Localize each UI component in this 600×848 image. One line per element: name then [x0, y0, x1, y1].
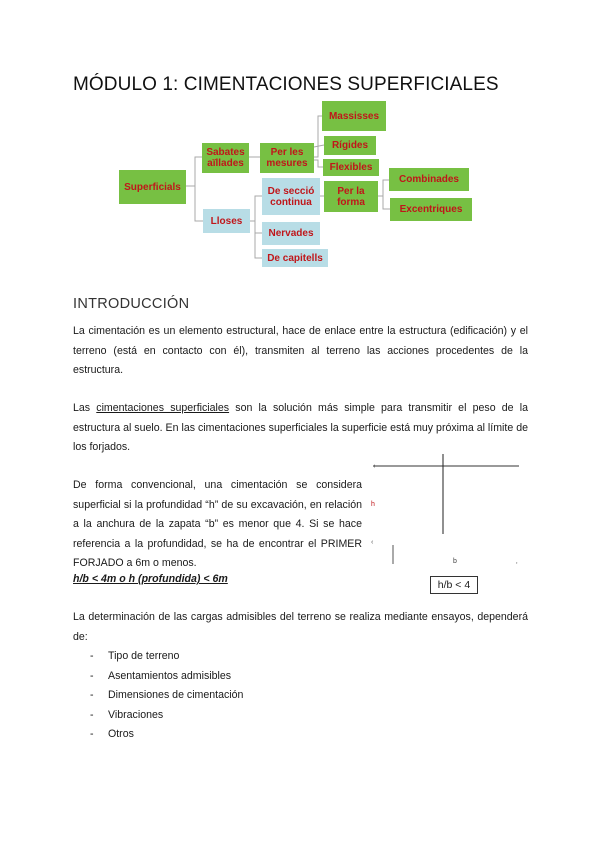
- list-item: - Tipo de terreno: [90, 650, 180, 662]
- list-item: - Dimensiones de cimentación: [90, 689, 244, 701]
- formula: h/b < 4m o h (profundida) < 6m: [73, 573, 228, 585]
- page-title: MÓDULO 1: CIMENTACIONES SUPERFICIALES: [73, 74, 499, 95]
- classification-diagram: [0, 0, 600, 290]
- connector-mesures-flexibles: [314, 160, 323, 167]
- figure-mark-left: ‹: [373, 463, 376, 470]
- connector-lloses-capitells: [250, 221, 262, 258]
- list-item: - Otros: [90, 728, 134, 740]
- node-sabates-aillades: Sabates aïllades: [202, 143, 249, 173]
- factors-list: [73, 647, 243, 745]
- connector-lloses-continua: [250, 196, 262, 221]
- node-massisses: Massisses: [322, 101, 386, 131]
- node-de-capitells: De capitells: [262, 249, 328, 267]
- paragraph-criterion: De forma convencional, una cimentación se considera superficial si la profundidad “h” de su excavación, en relación a la anchura de la zapata “b” es menor que 4. Si se hace referencia a la profundidad, se ha de encontrar el PRIMER FORJADO a 6m o menos.: [73, 479, 362, 569]
- connector-lloses-nervades: [250, 221, 262, 233]
- connector-superficials-sabates: [186, 157, 202, 186]
- paragraph-cargas: La determinación de las cargas admisibles del terreno se realiza mediante ensayos, dependerá de:: [73, 611, 528, 643]
- node-combinades: Combinades: [389, 168, 469, 191]
- node-lloses: Lloses: [203, 209, 250, 233]
- connector-forma-excentriques: [378, 196, 390, 209]
- b-label: b: [453, 558, 457, 565]
- connector-mesures-rigides: [314, 145, 324, 147]
- node-per-les-mesures: Per les mesures: [260, 143, 314, 173]
- section-heading: INTRODUCCIÓN: [73, 296, 190, 312]
- node-per-la-forma: Per la forma: [324, 181, 378, 212]
- node-nervades: Nervades: [262, 222, 320, 245]
- connector-forma-combinades: [378, 180, 389, 196]
- underlined-term: cimentaciones superficiales: [96, 402, 230, 414]
- ratio-box: h/b < 4: [430, 576, 478, 594]
- figure-mark-right: ‚: [516, 558, 518, 565]
- h-label: h: [371, 501, 375, 508]
- connector-superficials-lloses: [186, 186, 203, 221]
- node-flexibles: Flexibles: [323, 159, 379, 176]
- node-superficials: Superficials: [119, 170, 186, 204]
- paragraph-definition: La cimentación es un elemento estructural, hace de enlace entre la estructura (edificación) y el terreno (está en contacto con él), transmiten al terreno las acciones procedentes de la estructura.: [73, 325, 528, 376]
- node-excentriques: Excentriques: [390, 198, 472, 221]
- list-item: - Asentamientos admisibles: [90, 669, 232, 682]
- figure-mark-bottom: ‹: [371, 539, 374, 546]
- connector-mesures-massisses: [314, 116, 322, 157]
- paragraph-superficiales: Las cimentaciones superficiales son la solución más simple para transmitir el peso de la estructura al suelo. En las cimentaciones superficiales la superficie está muy próxima al límite de los forjados.: [73, 402, 529, 453]
- node-seccio-continua: De secció continua: [262, 178, 320, 215]
- list-item: - Vibraciones: [90, 708, 164, 721]
- node-rigides: Rígides: [324, 136, 376, 155]
